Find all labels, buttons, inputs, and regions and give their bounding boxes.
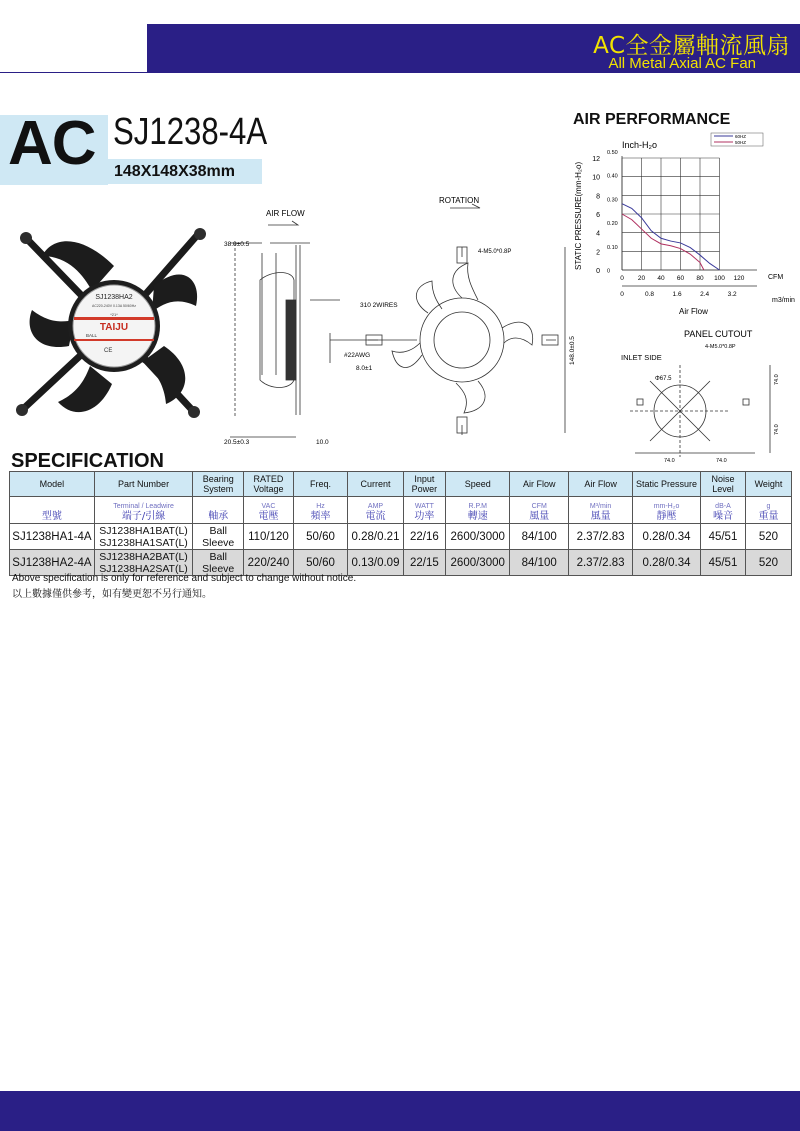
- spec-cell-freq: 50/60: [293, 524, 347, 550]
- chart-y-tick-label: 4: [596, 230, 600, 238]
- panel-cutout-screw: 4-M5.0*0.8P: [705, 344, 736, 350]
- spec-cell-current: 0.13/0.09: [348, 550, 404, 576]
- spec-subheader-cell: 軸承: [193, 497, 244, 524]
- spec-cell-part: SJ1238HA2BAT(L) SJ1238HA2SAT(L): [94, 550, 192, 576]
- spec-cell-cfm: 84/100: [510, 550, 569, 576]
- spec-row: [10, 524, 792, 550]
- spec-header-cell: Model: [10, 472, 95, 497]
- panel-cutout-title: PANEL CUTOUT: [684, 329, 753, 339]
- spec-header-cell: Freq.: [293, 472, 347, 497]
- spec-header-cell: Current: [348, 472, 404, 497]
- chart-y-tick-label: 0: [596, 268, 600, 275]
- spec-cell-freq: 50/60: [293, 550, 347, 576]
- chart-legend-label: 60HZ: [735, 134, 747, 139]
- spec-header-cell: RATED Voltage: [244, 472, 294, 497]
- spec-header-cell: Part Number: [94, 472, 192, 497]
- chart-y-tick-label: 12: [592, 156, 600, 163]
- photo-label-ce: CE: [104, 348, 113, 354]
- spec-cell-speed: 2600/3000: [446, 550, 510, 576]
- panel-dim-74c: 74.0: [774, 374, 780, 385]
- spec-subheader-cell: Terminal / Leadwire 端子/引線: [94, 497, 192, 524]
- chart-y-tick-label: 2: [596, 249, 600, 257]
- photo-label-mark: *21*: [110, 312, 118, 317]
- drawing-dim-wires: 310 2WIRES: [360, 302, 398, 309]
- panel-dim-diameter: Φ67.5: [655, 376, 672, 382]
- chart-x-tick-label: 60: [676, 275, 685, 282]
- spec-subheader-cell: Hz 頻率: [293, 497, 347, 524]
- spec-cell-part: SJ1238HA1BAT(L) SJ1238HA1SAT(L): [94, 524, 192, 550]
- drawing-dim-205: 20.5±0.3: [224, 439, 250, 446]
- panel-dim-74d: 74.0: [774, 424, 780, 435]
- spec-subheader-cell: CFM 風量: [510, 497, 569, 524]
- spec-subheader-cell: R.P.M 轉速: [446, 497, 510, 524]
- chart-x-tick-label: 20: [637, 275, 646, 282]
- spec-subheader-cell: mm-H₂o 靜壓: [633, 497, 701, 524]
- drawing-rotation-label: ROTATION: [439, 196, 480, 205]
- spec-subheader-cell: VAC 電壓: [244, 497, 294, 524]
- chart-x-tick-label: 40: [657, 275, 665, 282]
- chart-inch-tick-label: 0.40: [607, 173, 618, 180]
- chart-y-tick-label: 10: [592, 174, 600, 182]
- drawing-airflow-label: AIR FLOW: [266, 209, 305, 218]
- spec-cell-noise: 45/51: [700, 550, 745, 576]
- spec-cell-power: 22/16: [403, 524, 445, 550]
- spec-cell-model: SJ1238HA1-4A: [10, 524, 95, 550]
- drawing-dim-148: 148.0±0.5: [569, 336, 576, 365]
- spec-cell-m3: 2.37/2.83: [569, 550, 633, 576]
- spec-cell-speed: 2600/3000: [446, 524, 510, 550]
- spec-row: [10, 550, 792, 576]
- chart-inch-tick-label: 0: [607, 268, 611, 275]
- spec-subheader-cell: WATT 功率: [403, 497, 445, 524]
- drawing-dim-10: 10.0: [316, 439, 329, 446]
- photo-label-model: SJ1238HA2: [95, 294, 133, 301]
- chart-x-tick-label: 120: [733, 275, 745, 282]
- spec-cell-current: 0.28/0.21: [348, 524, 404, 550]
- chart-y-tick-label: 8: [596, 193, 600, 201]
- spec-title: SPECIFICATION: [11, 450, 164, 472]
- spec-header-cell: Air Flow: [510, 472, 569, 497]
- spec-cell-bearing: Ball Sleeve: [193, 524, 244, 550]
- photo-label-rating: AC220-240V 0.13A 50/60Hz: [92, 304, 136, 308]
- panel-dim-74b: 74.0: [716, 458, 727, 464]
- drawing-dim-awg: #22AWG: [344, 352, 371, 359]
- drawing-dim-8: 8.0±1: [356, 365, 373, 372]
- spec-cell-m3: 2.37/2.83: [569, 524, 633, 550]
- spec-header-cell: Noise Level: [700, 472, 745, 497]
- header-rule: [0, 72, 800, 73]
- chart-inch-tick-label: 0.20: [607, 221, 618, 228]
- spec-header-row: [10, 472, 792, 497]
- panel-dim-74a: 74.0: [664, 458, 675, 464]
- chart-x2-unit-label: m3/min: [772, 297, 795, 304]
- chart-x2-tick-label: 2.4: [700, 291, 710, 298]
- chart-title: AIR PERFORMANCE: [573, 111, 731, 128]
- product-type-label: AC: [8, 109, 96, 178]
- footer-bar: [0, 1091, 800, 1131]
- chart-x-axis-label: Air Flow: [679, 307, 708, 316]
- chart-x2-tick-label: 0: [620, 291, 624, 298]
- product-dimensions: 148X148X38mm: [114, 163, 235, 180]
- spec-cell-weight: 520: [745, 550, 791, 576]
- spec-subheader-cell: M³/min 風量: [569, 497, 633, 524]
- spec-note-en: Above specification is only for reference and subject to change without notice.: [12, 573, 357, 584]
- spec-cell-pressure: 0.28/0.34: [633, 524, 701, 550]
- chart-y-tick-label: 6: [596, 212, 600, 219]
- chart-inch-tick-label: 0.30: [607, 197, 618, 204]
- product-model: SJ1238-4A: [113, 111, 268, 153]
- chart-x2-tick-label: 1.6: [672, 291, 682, 298]
- spec-cell-noise: 45/51: [700, 524, 745, 550]
- spec-cell-bearing: Ball Sleeve: [193, 550, 244, 576]
- spec-cell-power: 22/15: [403, 550, 445, 576]
- spec-cell-weight: 520: [745, 524, 791, 550]
- chart-x-tick-label: 80: [696, 275, 704, 282]
- spec-subheader-cell: AMP 電流: [348, 497, 404, 524]
- spec-header-cell: Speed: [446, 472, 510, 497]
- drawing-dim-38: 38.0±0.5: [224, 241, 250, 248]
- spec-subheader-cell: g 重量: [745, 497, 791, 524]
- header-title-en: All Metal Axial AC Fan: [608, 55, 756, 72]
- photo-label-bearing: BALL: [86, 333, 98, 338]
- chart-legend: [711, 133, 763, 146]
- chart-x-tick-label: 0: [620, 275, 624, 282]
- spec-table: [9, 471, 792, 576]
- spec-header-cell: Weight: [745, 472, 791, 497]
- chart-x2-tick-label: 0.8: [645, 291, 655, 298]
- fan-photo: [14, 226, 214, 426]
- spec-cell-model: SJ1238HA2-4A: [10, 550, 95, 576]
- chart-inch-tick-label: 0.50: [607, 149, 618, 156]
- spec-header-cell: Static Pressure: [633, 472, 701, 497]
- chart-y-axis-label: STATIC PRESSURE(mm-H₂o): [574, 161, 583, 270]
- spec-cell-pressure: 0.28/0.34: [633, 550, 701, 576]
- technical-drawings: [210, 185, 800, 464]
- spec-header-cell: Bearing System: [193, 472, 244, 497]
- photo-label-brand: TAIJU: [99, 322, 129, 333]
- chart-x2-tick-label: 3.2: [727, 291, 737, 298]
- spec-cell-voltage: 110/120: [244, 524, 294, 550]
- spec-header-cell: Air Flow: [569, 472, 633, 497]
- spec-header-cell: Input Power: [403, 472, 445, 497]
- spec-subheader-cell: 型號: [10, 497, 95, 524]
- chart-top-axis-label: Inch-H₂o: [622, 140, 658, 150]
- header-title-zh: AC全金屬軸流風扇: [593, 33, 790, 59]
- panel-inlet-side: INLET SIDE: [621, 353, 662, 362]
- chart-legend-label: 50HZ: [735, 140, 747, 145]
- spec-subheader-row: [10, 497, 792, 524]
- chart-x-unit-label: CFM: [768, 274, 784, 281]
- chart-inch-tick-label: 0.10: [607, 244, 618, 251]
- spec-cell-cfm: 84/100: [510, 524, 569, 550]
- spec-subheader-cell: dB-A 噪音: [700, 497, 745, 524]
- chart-x-tick-label: 100: [714, 275, 725, 282]
- drawing-dim-screw: 4-M5.0*0.8P: [478, 249, 512, 255]
- spec-note-zh: 以上數據僅供參考，如有變更恕不另行通知。: [12, 589, 212, 600]
- spec-cell-voltage: 220/240: [244, 550, 294, 576]
